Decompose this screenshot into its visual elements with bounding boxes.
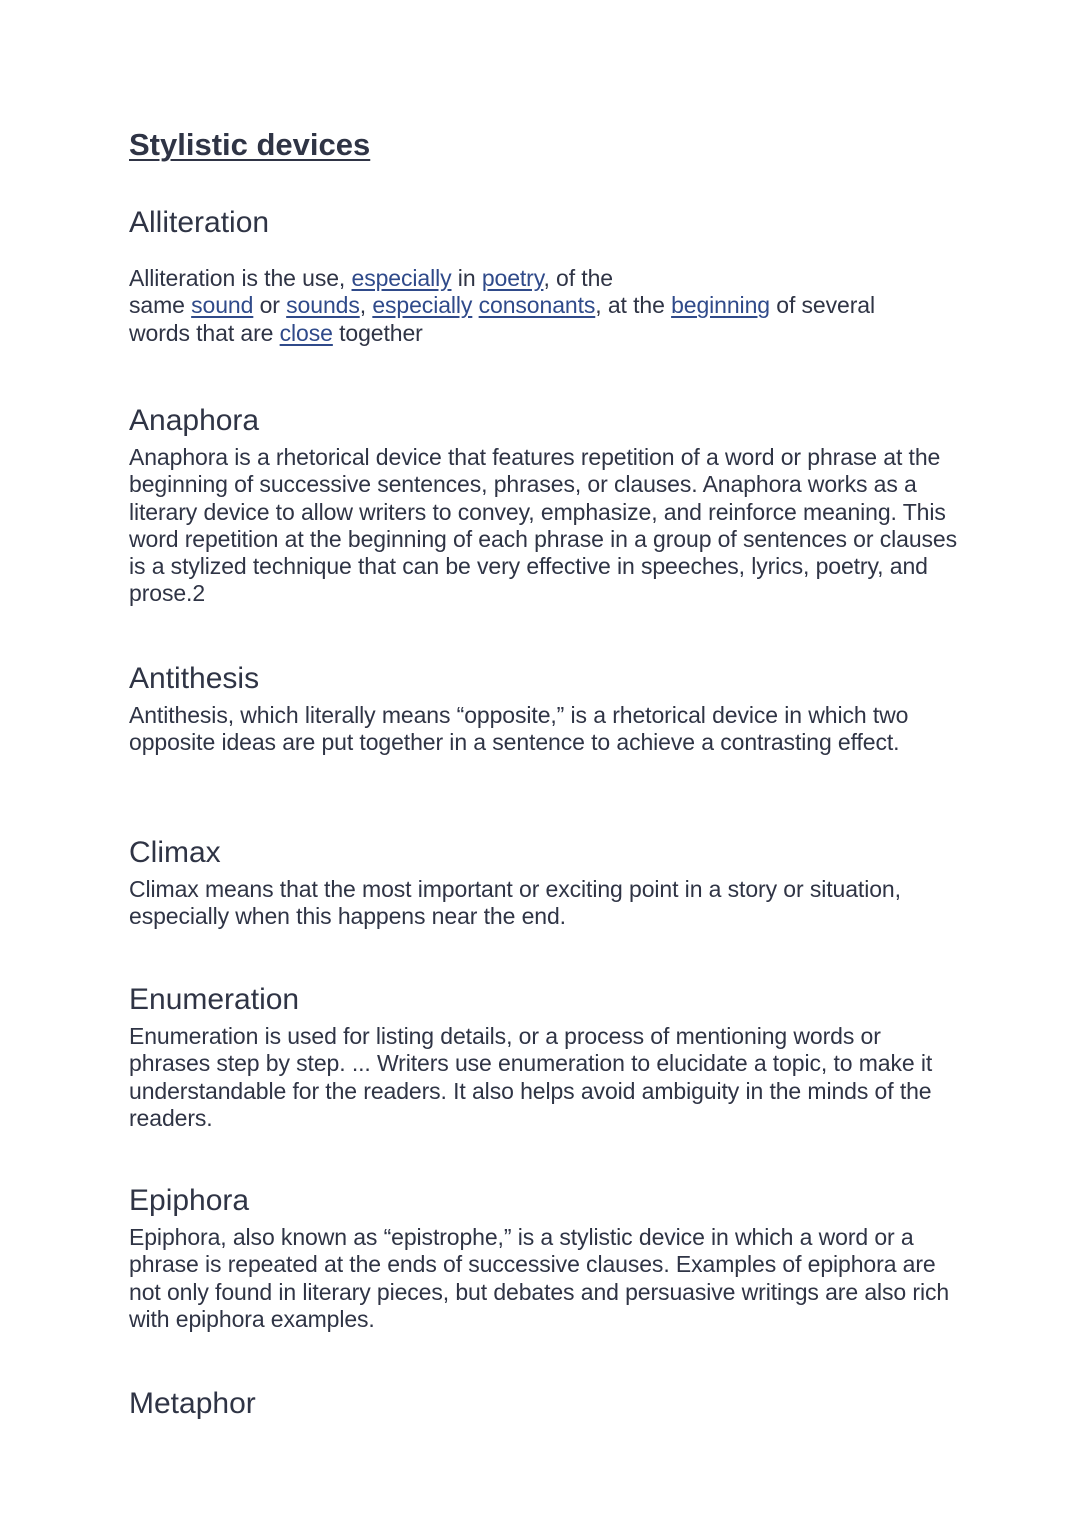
section-heading-metaphor: Metaphor (129, 1387, 256, 1420)
section-body-antithesis: Antithesis, which literally means “opposite,” is a rhetorical device in which two opposite ideas are put together in a sentence to achieve a contrasting effect. (129, 702, 909, 756)
section-heading-enumeration: Enumeration (129, 983, 300, 1016)
section-heading-antithesis: Antithesis (129, 662, 260, 695)
section-alliteration (129, 205, 959, 347)
section-body-climax: Climax means that the most important or exciting point in a story or situation, especially when this happens near the end. (129, 876, 901, 930)
body-text: , (359, 292, 373, 319)
body-text: or (253, 292, 287, 319)
body-text: in (451, 265, 482, 291)
document-title: Stylistic devices (129, 127, 371, 162)
dictionary-link[interactable]: sound (191, 292, 254, 319)
dictionary-link[interactable]: close (279, 319, 333, 346)
body-text: words that are (129, 319, 280, 346)
body-text: together (332, 319, 423, 346)
section-antithesis (129, 661, 959, 757)
body-text: , at the (595, 292, 672, 319)
section-epiphora (129, 1183, 959, 1333)
section-heading-climax: Climax (129, 836, 221, 869)
dictionary-link[interactable]: especially (351, 265, 452, 291)
section-body-enumeration: Enumeration is used for listing details, or a process of mentioning words or phrases step by step. ... Writers use enumeration to elucidate a topic, to make it understandable for the readers. It also helps avoid ambiguity in the minds of the readers. (129, 1023, 933, 1131)
section-heading-epiphora: Epiphora (129, 1184, 250, 1217)
body-text: Alliteration is the use, (129, 265, 352, 291)
body-text: , of the (543, 265, 613, 291)
section-enumeration (129, 982, 959, 1132)
dictionary-link[interactable]: especially (372, 292, 473, 319)
dictionary-link[interactable]: poetry (481, 265, 544, 291)
section-climax (129, 835, 959, 931)
section-body-alliteration (129, 265, 959, 347)
dictionary-link[interactable]: consonants (478, 292, 596, 319)
section-body-anaphora: Anaphora is a rhetorical device that features repetition of a word or phrase at the beginning of successive sentences, phrases, or clauses. Anaphora works as a literary device to allow writers to convey, emphasize, and reinforce meaning. This word repetition at the beginning of each phrase in a group of sentences or clauses is a stylized technique that can be very effective in speeches, lyrics, poetry, and prose.2 (129, 444, 958, 607)
dictionary-link[interactable]: beginning (671, 292, 770, 319)
dictionary-link[interactable]: sounds (286, 292, 360, 319)
body-text: same (129, 292, 192, 319)
body-text: of several (769, 292, 875, 319)
section-heading-anaphora: Anaphora (129, 404, 260, 437)
section-heading-alliteration: Alliteration (129, 206, 270, 239)
section-anaphora (129, 403, 959, 608)
section-metaphor (129, 1386, 959, 1422)
section-body-epiphora: Epiphora, also known as “epistrophe,” is a stylistic device in which a word or a phrase is repeated at the ends of successive clauses. Examples of epiphora are not only found in literary pieces, but debates and persuasive writings are also rich with epiphora examples. (129, 1224, 950, 1332)
